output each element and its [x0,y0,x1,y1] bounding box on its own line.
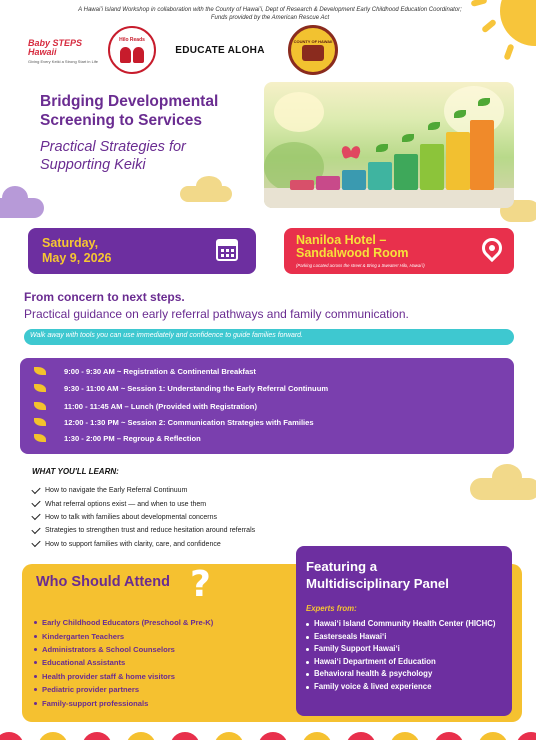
list-item [34,629,294,642]
schedule-row [34,364,256,378]
attendee-text: Family-support professionals [42,698,149,708]
footer-dot [82,732,112,740]
bullet-icon [306,636,309,639]
list-item [34,683,294,696]
calendar-icon [216,239,238,261]
learn-text: How to talk with families about developmental concerns [45,513,217,521]
panel-heading [306,558,506,592]
schedule-row [34,399,257,413]
hilo-reads-logo [108,26,156,74]
baby-steps-logo [28,26,108,76]
reading-kids-icon [119,43,145,63]
footer-dot [390,732,420,740]
check-icon [31,485,40,494]
schedule-box [20,358,514,454]
list-item [34,616,294,629]
page-title: Bridging Developmental Screening to Services [40,93,219,129]
sun-ray [503,43,514,60]
panel-text: Family voice & lived experience [314,681,432,691]
check-icon [31,525,40,534]
list-item [306,668,510,681]
schedule-text: 9:00 - 9:30 AM ~ Registration & Continental Breakfast [64,366,256,376]
list-item [306,656,510,669]
intro-headline: From concern to next steps. [24,290,185,304]
attendee-text: Pediatric provider partners [42,685,140,695]
bullet-icon [306,686,309,689]
cloud-decoration [2,186,28,210]
bullet-icon [306,623,309,626]
venue-note: (Parking Located across the street & Bring a Sweater! Hilo, Hawaiʻi) [296,263,425,268]
learn-text: What referral options exist — and when to use them [45,500,207,508]
leaf-icon [34,418,46,426]
footer-dot [302,732,332,740]
panel-heading-line-1: Featuring a [306,559,378,574]
venue-line-2: Sandalwood Room [296,246,409,260]
panel-text: Easterseals Hawaiʻi [314,631,387,641]
hilo-reads-text: Hilo Reads [119,37,145,43]
attendee-list [34,616,294,710]
footer-dot [126,732,156,740]
credit-text-2: Funds provided by the American Rescue Act [210,15,330,21]
credit-line [60,6,480,22]
leaf-icon [34,402,46,410]
cloud-decoration [196,176,222,196]
bullet-icon [34,688,37,691]
credit-text-1: A Hawaiʻi Island Workshop in collaboration with the County of Hawaiʻi, Dept of Research & Development Early Childhood Education Coordinator; [78,7,462,13]
venue-name [296,234,409,260]
footer-dot [346,732,376,740]
county-seal-logo [288,25,338,75]
footer-dot [478,732,508,740]
tools-banner-text: Walk away with tools you can use immediately and confidence to guide families forward. [30,332,304,339]
panel-subheading: Experts from: [306,604,357,613]
list-item [306,631,510,644]
bullet-icon [34,635,37,638]
list-item [306,643,510,656]
list-item [306,618,510,631]
list-item [32,538,332,551]
baby-steps-logo-text: Baby STEPS Hawaii [28,37,83,57]
panel-text: Behavioral health & psychology [314,669,433,679]
sun-ray [481,19,497,34]
list-item [34,656,294,669]
learn-heading: WHAT YOU'LL LEARN: [32,467,119,476]
footer-dot [258,732,288,740]
hero-image [264,82,514,208]
attendee-text: Kindergarten Teachers [42,631,125,641]
list-item [306,681,510,694]
leaf-icon [34,367,46,375]
panel-heading-line-2: Multidisciplinary Panel [306,576,449,591]
footer-dot [214,732,244,740]
check-icon [31,511,40,520]
learn-list [32,484,332,551]
seal-emblem-icon [302,45,324,61]
bullet-icon [34,661,37,664]
panel-text: Hawaiʻi Island Community Health Center (HICHC) [314,619,496,628]
list-item [32,497,332,510]
bullet-icon [34,648,37,651]
footer-dot [170,732,200,740]
attendee-text: Educational Assistants [42,658,126,668]
panel-list [306,618,510,694]
event-day: Saturday, [42,236,99,250]
butterfly-icon [342,146,360,158]
educate-aloha-logo: EDUCATE ALOHA [175,44,265,56]
bullet-icon [34,675,37,678]
list-item [34,670,294,683]
attendee-text: Administrators & School Counselors [42,644,175,654]
cloud-decoration [492,464,522,490]
panel-text: Family Support Hawaiʻi [314,644,400,654]
leaf-icon [34,384,46,392]
bullet-icon [34,702,37,705]
bullet-icon [306,661,309,664]
who-heading: Who Should Attend [36,574,170,590]
list-item [32,484,332,497]
location-pin-icon [478,234,506,262]
check-icon [31,498,40,507]
schedule-row [34,431,201,445]
schedule-row [34,415,314,429]
sun-decoration [500,0,536,46]
list-item [32,511,332,524]
bullet-icon [306,648,309,651]
intro-description: Practical guidance on early referral pathways and family communication. [24,307,409,321]
panel-text: Hawaiʻi Department of Education [314,656,436,666]
bullet-icon [34,621,37,624]
event-venue-box [284,228,514,274]
schedule-text: 1:30 - 2:00 PM – Regroup & Reflection [64,433,201,443]
list-item [34,696,294,709]
tools-banner [24,329,514,345]
schedule-row [34,381,328,395]
leaf-icon [34,434,46,442]
panel-box [296,546,512,716]
learn-text: How to navigate the Early Referral Continuum [45,487,188,495]
check-icon [31,538,40,547]
attendee-text: Early Childhood Educators (Preschool & Pre-K) [42,618,214,628]
schedule-text: 12:00 - 1:30 PM ~ Session 2: Communication Strategies with Families [64,417,314,427]
list-item [34,643,294,656]
county-seal-text: COUNTY OF HAWAII [293,38,333,44]
event-date [42,236,112,266]
footer-dot [434,732,464,740]
footer-dot [516,732,536,740]
learn-text: How to support families with clarity, care, and confidence [45,540,221,548]
footer-dot [38,732,68,740]
event-date-value: May 9, 2026 [42,251,112,265]
event-date-box [28,228,256,274]
attendee-text: Health provider staff & home visitors [42,671,175,681]
schedule-text: 11:00 - 11:45 AM – Lunch (Provided with Registration) [64,401,257,411]
baby-steps-tagline: Giving Every Keiki a Strong Start in Life [28,58,99,64]
venue-line-1: Naniloa Hotel – [296,233,387,247]
list-item [32,524,332,537]
learn-text: Strategies to strengthen trust and reduce hesitation around referrals [45,527,256,535]
page-subtitle: Practical Strategies for Supporting Keiki [40,139,186,173]
question-mark-icon: ? [190,564,211,605]
footer-dot [0,732,24,740]
bullet-icon [306,673,309,676]
schedule-text: 9:30 - 11:00 AM ~ Session 1: Understanding the Early Referral Continuum [64,383,329,393]
